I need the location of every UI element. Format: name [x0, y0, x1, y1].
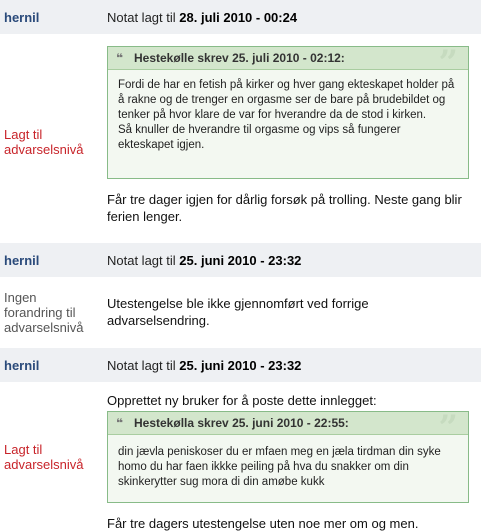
warning-status — [0, 382, 107, 532]
note-header — [0, 0, 481, 34]
note-date: 28. juli 2010 - 00:24 — [179, 9, 298, 25]
note-body: Får tre dagers utestengelse uten noe mer om og men. — [107, 516, 419, 531]
author-name[interactable]: hernil — [4, 252, 40, 268]
quote-mark-icon: ” — [438, 408, 458, 448]
quote-author: Hestekølle skrev 25. juli 2010 - 02:12: — [134, 51, 345, 65]
note-row — [0, 382, 481, 532]
author-name[interactable]: hernil — [4, 9, 40, 25]
quote-text: Fordi de har en fetish på kirker og hver gang ekteskapet holder på å rakne og de trenger en orgasme ser de bare på brudebildet og tenker på hvor klare de var for hverandre da de stod i kirken. Så knuller de hverandre til orgasme og vips så fungerer ekteskapet igjen. — [118, 79, 455, 151]
note-header — [0, 242, 481, 277]
quote-box — [107, 43, 469, 179]
quote-icon: ❝ — [116, 51, 124, 65]
quote-box — [107, 408, 469, 503]
note-prefix: Notat lagt til — [107, 357, 176, 373]
quote-text: din jævla peniskoser du er mfaen meg en jæla tirdman din syke homo du har faen ikkke peiling på hva du snakker om din skinkerytter sug mora di din amøbe kukk — [118, 446, 441, 488]
note-header — [0, 347, 481, 382]
note-content — [107, 34, 481, 242]
warning-status — [0, 277, 107, 347]
quote-header — [108, 408, 468, 448]
note-meta — [107, 253, 481, 268]
warning-status-label: Ingen forandring til advarselsnivå — [4, 289, 84, 335]
warning-status — [0, 34, 107, 242]
note-entry — [0, 242, 481, 347]
quote-mark-icon: ” — [438, 43, 458, 83]
note-meta — [107, 10, 481, 25]
warning-status-label: Lagt til advarselsnivå — [4, 442, 84, 472]
quote-author: Hestekølla skrev 25. juni 2010 - 22:55: — [134, 416, 349, 430]
quote-icon: ❝ — [116, 416, 124, 430]
note-row — [0, 34, 481, 242]
note-prefix: Notat lagt til — [107, 252, 176, 268]
note-body: Utestengelse ble ikke gjennomført ved forrige advarselsendring. — [107, 296, 369, 328]
note-meta — [107, 358, 481, 373]
quote-header — [108, 43, 468, 83]
note-row — [0, 277, 481, 347]
note-date: 25. juni 2010 - 23:32 — [179, 357, 302, 373]
author-name[interactable]: hernil — [4, 357, 40, 373]
note-body: Får tre dager igjen for dårlig forsøk på trolling. Neste gang blir ferien lenger. — [107, 192, 462, 224]
note-intro: Opprettet ny bruker for å poste dette innlegget: — [107, 393, 377, 408]
note-entry — [0, 0, 481, 242]
note-content — [107, 277, 481, 347]
warning-status-label: Lagt til advarselsnivå — [4, 127, 84, 157]
note-entry — [0, 347, 481, 532]
note-content — [107, 382, 481, 532]
note-prefix: Notat lagt til — [107, 9, 176, 25]
note-date: 25. juni 2010 - 23:32 — [179, 252, 302, 268]
